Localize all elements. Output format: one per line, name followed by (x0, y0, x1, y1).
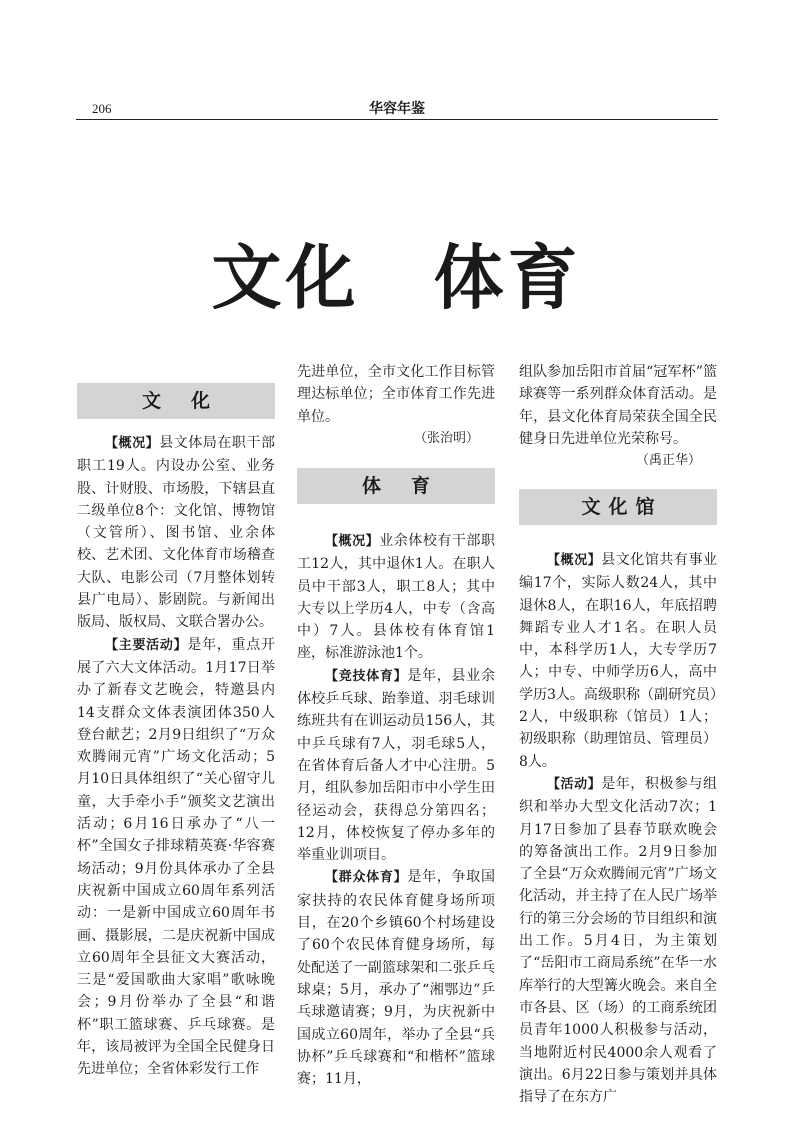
label-activities: 【活动】 (547, 776, 602, 792)
label-main-activities: 【主要活动】 (105, 637, 188, 653)
column-1 (77, 432, 275, 1081)
paragraph-tiyu-mass: 【群众体育】是年，争取国家扶持的农民体育健身场所项目，在20个乡镇60个村场建设了60个农民体育健身场所，每处配送了一副篮球架和二张乒乓球桌；5月，承办了“湘鄂边”乒乓球邀请赛；9月，为庆祝新中国成立60周年，举办了全县“兵协杯”乒乓球赛和“和楷杯”篮球赛；11月， (297, 869, 495, 1088)
paragraph-wenhuaguan-overview: 【概况】县文化馆共有事业编17个，实际人数24人，其中退休8人，在职16人，年底招聘舞蹈专业人才1名。在职人员中，本科学历1人，大专学历7人；中专、中师学历6人，高中学历3人。高级职称（副研究员）2人，中级职称（馆员）1人；初级职称（助理馆员、管理员）8人。 (519, 552, 717, 770)
header-rule (76, 119, 718, 120)
paragraph-wenhua-activities: 【主要活动】是年，重点开展了六大文体活动。1月17日举办了新春文艺晚会，特邀县内14支群众文体表演团体350人登台献艺；2月9日组织了“万众欢腾闹元宵”广场文化活动；5月10日具体组织了“关心留守儿童，大手牵小手”颁奖文艺演出活动；6月16日承办了“八一杯”全国女子排球精英赛·华容赛场活动；9月份具体承办了全县庆祝新中国成立60周年系列活动：一是新中国成立60周年书画、摄影展，二是庆祝新中国成立60周年全县征文大赛活动，三是“爱国歌曲大家唱”歌咏晚会；9月份举办了全县“和谐杯”职工篮球赛、乒乓球赛。是年，该局被评为全国全民健身日先进单位；全省体彩发行工作 (77, 636, 275, 1078)
label-overview: 【概况】 (105, 436, 160, 451)
chapter-title: 文化 体育 (211, 236, 582, 319)
book-title: 华容年鉴 (369, 101, 425, 117)
label-overview: 【概况】 (325, 534, 380, 549)
label-overview: 【概况】 (547, 553, 602, 568)
column-3-top (519, 361, 717, 472)
column-2-top (297, 361, 495, 450)
column-2 (297, 530, 495, 1090)
paragraph-tiyu-competitive: 【竞技体育】是年，县业余体校乒乓球、跆拳道、羽毛球训练班共有在训运动员156人，其中乒乓球有7人，羽毛球5人，在省体育后备人才中心注册。5月，组队参加岳阳市中小学生田径运动会，获得总分第四名；12月，体校恢复了停办多年的举重业训项目。 (297, 667, 495, 864)
section-heading-wenhuaguan: 文化馆 (519, 489, 717, 525)
running-header (76, 100, 718, 120)
page-number: 206 (92, 101, 112, 116)
paragraph-wenhua-continued: 先进单位，全市文化工作目标管理达标单位；全市体育工作先进单位。 (297, 364, 495, 425)
paragraph-tiyu-continued: 组队参加岳阳市首届“冠军杯”篮球赛等一系列群众体育活动。是年，县文化体育局荣获全国全民健身日先进单位光荣称号。 (519, 364, 717, 447)
column-3 (519, 549, 717, 1108)
paragraph-wenhuaguan-activities: 【活动】是年，积极参与组织和举办大型文化活动7次；1月17日参加了县春节联欢晚会的筹备演出工作。2月9日参加了全县“万众欢腾闹元宵”广场文化活动，并主持了在人民广场举行的第三分会场的节目组织和演出工作。5月4日，为主策划了“岳阳市工商局系统”在华一水库举行的大型篝火晚会。来自全市各县、区（场）的工商系统团员青年1000人积极参与活动，当地附近村民4000余人观看了演出。6月22日参与策划并具体指导了在东方广 (519, 775, 717, 1106)
paragraph-tiyu-overview: 【概况】业余体校有干部职工12人，其中退休1人。在职人员中干部3人，职工8人；其中大专以上学历4人，中专（含高中）7人。县体校有体育馆1座，标准游泳池1个。 (297, 533, 495, 662)
signature-wenhua: （张治明） (413, 430, 479, 446)
label-competitive-sports: 【竞技体育】 (325, 668, 408, 684)
section-heading-wenhua: 文化 (77, 383, 275, 419)
label-mass-sports: 【群众体育】 (325, 870, 408, 886)
paragraph-wenhua-overview: 【概况】县文体局在职干部职工19人。内设办公室、业务股、计财股、市场股，下辖县直二级单位8个：文化馆、博物馆（文管所）、图书馆、业余体校、艺术团、文化体育市场稽查大队、电影公司（7月整体划转县广电局）、影剧院。与新闻出版局、版权局、文联合署办公。 (77, 435, 275, 631)
signature-tiyu: （禹正华） (635, 453, 701, 469)
section-heading-tiyu: 体育 (297, 468, 495, 504)
